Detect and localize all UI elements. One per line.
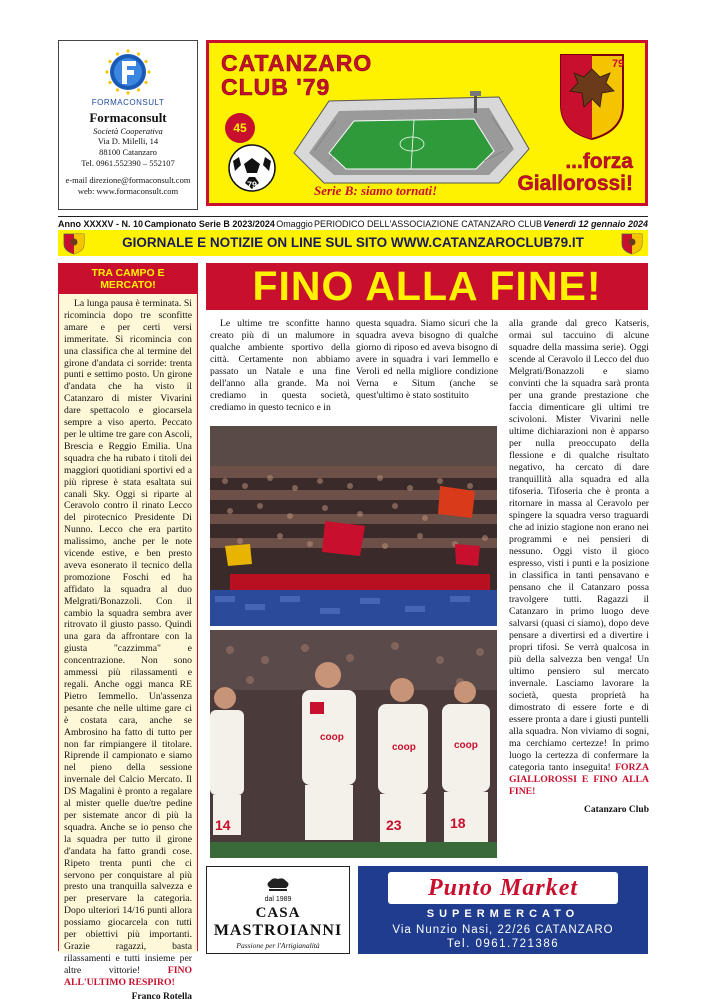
left-article-author: Franco Rotella [131, 991, 192, 1000]
sponsor-address: Via D. Milelli, 14 [97, 136, 159, 146]
svg-text:coop: coop [320, 732, 344, 743]
casa-line2: MASTROIANNI [213, 922, 343, 939]
periodical-label: PERIODICO DELL'ASSOCIAZIONE CATANZARO CLUB [314, 219, 542, 229]
svg-text:coop: coop [392, 742, 416, 753]
sponsor-city: 88100 Catanzaro [99, 147, 157, 157]
punto-address: Via Nunzio Nasi, 22/26 CATANZARO [392, 924, 614, 936]
sponsor-brand: FORMACONSULT [91, 98, 165, 107]
main-article-col3 [509, 318, 649, 848]
sponsor-tel: Tel. 0961.552390 – 552107 [81, 158, 175, 168]
svg-text:79: 79 [612, 58, 625, 70]
left-article-text: La lunga pausa è terminata. Si ricomincia dopo tre sconfitte amare e per certi versi immeritate. Si ricomincia con una classifica che al termine del girone d'andata ci sorride: trenta punti e settimo posto. Un girone d'andata che ha visto il Catanzaro di mister Vivarini dare spettacolo e giocarsela sempre a viso aperto. Peccato per le ultime tre gare con Ascoli, Brescia e Reggio Emilia. Una squadra che ha rubato i titoli dei maggiori quotidiani sportivi ed a più riprese è stata esaltata sui canali Sky. Oggi si riparte al Ceravolo contro il rinato Lecco del pirotecnico Presidente Di Nunno. Lecco che era partito malissimo, anche per le note vicende estive, e ben presto aveva esonerato il tecnico della promozione Foschi ed ha affidato la squadra al duo Melgrati/Bonazzoli. Con il cambio la squadra sembra aver ritrovato il giusto passo. Quindi una gara da affrontare con la giusta "cazzimma" e concentrazione. Non sono ammessi più rilassamenti e regali. Anche oggi manca RE Pietro Iemmello. Un'assenza pesante che nelle ultime gare ci è costata cara, anche se Ambrosino ha fatto di tutto per non far rimpiangere il titolare. Riprende il campionato e siamo nel pieno della sessione invernale del Calcio Mercato. Il DS Magalini è pronto a regalare al mister quelle due/tre pedine per sistemate ancor di più la squadra. Anche se io penso che la squadra per tutto il girone d'andata ha fatto grandi cose. Ripeto trenta punti che ci servono per conquistare al più presto una tranquilla salvezza e per preservare la categoria. Dopo ulteriori 14/16 punti allora possiamo giocarcela con tutti per obiettivi più importanti. Grazie ragazzi, basta rilassamenti e tutti insieme per altre vittorie! [64, 298, 192, 976]
crest-small-icon [62, 231, 86, 255]
banner-number-badge: 45 [225, 113, 255, 143]
casa-line1: CASA [255, 905, 301, 921]
championship: Campionato Serie B 2023/2024 [144, 219, 275, 229]
sponsor-email[interactable]: e-mail direzione@formaconsult.com [65, 175, 191, 185]
punto-tel: Tel. 0961.721386 [446, 938, 560, 950]
stadium-illustration [284, 91, 534, 186]
left-article-heading: TRA CAMPO E MERCATO! [59, 264, 197, 294]
main-article-col2: questa squadra. Siamo sicuri che la squadra aveva bisogno di qualche giorno di riposo ed aveva bisogno di avere in squadra i vari Iemmello e Veroli ed nella migliore condizione Verna e Situm (anche se quest'ultimo è stato sostituito [356, 318, 498, 401]
web-notice-text[interactable]: GIORNALE E NOTIZIE ON LINE SUL SITO WWW.CATANZAROCLUB79.IT [122, 235, 584, 250]
casa-tagline: Passione per l'Artigianalità [236, 941, 320, 950]
left-article-body [59, 294, 197, 1000]
football-icon [227, 143, 277, 193]
sponsor-subtitle: Società Cooperativa [93, 126, 163, 136]
crest-small-icon [620, 231, 644, 255]
banner-title: CATANZARO CLUB '79 [221, 50, 373, 100]
web-notice-bar [58, 230, 648, 256]
main-headline: FINO ALLA FINE! [206, 263, 648, 310]
left-article-closing: FINO ALL'ULTIMO RESPIRO! [64, 964, 192, 988]
casa-since: dal 1989 [264, 896, 292, 903]
ad-casa-mastroianni[interactable] [206, 866, 350, 954]
photo-players [210, 630, 497, 858]
ad-punto-market[interactable] [358, 866, 648, 954]
masthead-meta [58, 216, 648, 230]
punto-supermercato: SUPERMERCATO [426, 908, 580, 920]
banner-forza: ...forza Giallorossi! [517, 150, 633, 195]
formaconsult-logo [103, 47, 153, 97]
svg-text:79: 79 [246, 180, 258, 190]
chef-hat-icon [265, 877, 291, 891]
svg-text:coop: coop [454, 740, 478, 751]
svg-text:14: 14 [215, 817, 231, 833]
issue-date: Venerdì 12 gennaio 2024 [543, 219, 648, 229]
main-article-text: alla grande dal greco Katseris, ormai sul taccuino di alcune squadre della massima serie). Oggi scende al Ceravolo il Lecco del duo Melgrati/Bonazzoli e siamo convinti che la squadra sarà pronta per una grande prestazione che faccia dimenticare gli ultimi tre scivoloni. Mister Vivarini nelle ultime dichiarazioni non è apparso per nulla preoccupato della flessione e di qualche risultato negativo, ha cercato di dare tranquillità alla squadra ed alla tifoseria. Tifoseria che è pronta a ritornare in massa al Ceravolo per spingere la squadra verso traguardi che ad inizio stagione non erano nei programmi e nei pensieri di nessuno. Oggi visto il gioco espresso, visti i punti e la posizione in classifica in tanti pensavano e pensano che il Catanzaro possa travolgere tutti. Ragazzi il Catanzaro in primo luogo deve salvarsi (quasi ci siamo), dopo deve pensare a divertirsi ed a divertire i propri tifosi. Se verrà qualcosa in più della salvezza ben venga! Un ultimo pensiero sul mercato invernale. Lasciamo lavorare la società, questa proprietà ha dimostrato di essere forte e di essere pronta a dare i giusti puntelli alla squadra. Non viviamo di sogni, ma cerchiamo certezze! In primo luogo la certezza di confermare la categoria tanto inseguita! [509, 318, 649, 773]
left-article [58, 263, 198, 1000]
sponsor-formaconsult [58, 40, 198, 210]
issue-number: Anno XXXXV - N. 10 [58, 219, 144, 229]
main-article-closing: FORZA GIALLOROSSI E FINO ALLA FINE! [509, 762, 649, 797]
banner-tagline: Serie B: siamo tornati! [314, 183, 438, 198]
club-banner [206, 40, 648, 206]
catanzaro-crest-icon [557, 51, 627, 141]
svg-text:23: 23 [386, 817, 402, 833]
sponsor-name: Formaconsult [89, 110, 167, 125]
photo-fans [210, 426, 497, 626]
sponsor-web[interactable]: web: www.formaconsult.com [77, 186, 179, 196]
svg-text:18: 18 [450, 815, 466, 831]
main-article-col1: Le ultime tre sconfitte hanno creato più di un malumore in qualche ambiente sportivo della città. Certamente non abbiamo passato un Natale e una fine dell'anno alla grande. Ma noi crediamo in questa società, crediamo in questo tecnico e in [210, 318, 350, 413]
punto-market-logo: Punto Market [388, 872, 618, 904]
main-article-author: Catanzaro Club [583, 805, 649, 815]
free-copy: Omaggio [276, 219, 313, 229]
